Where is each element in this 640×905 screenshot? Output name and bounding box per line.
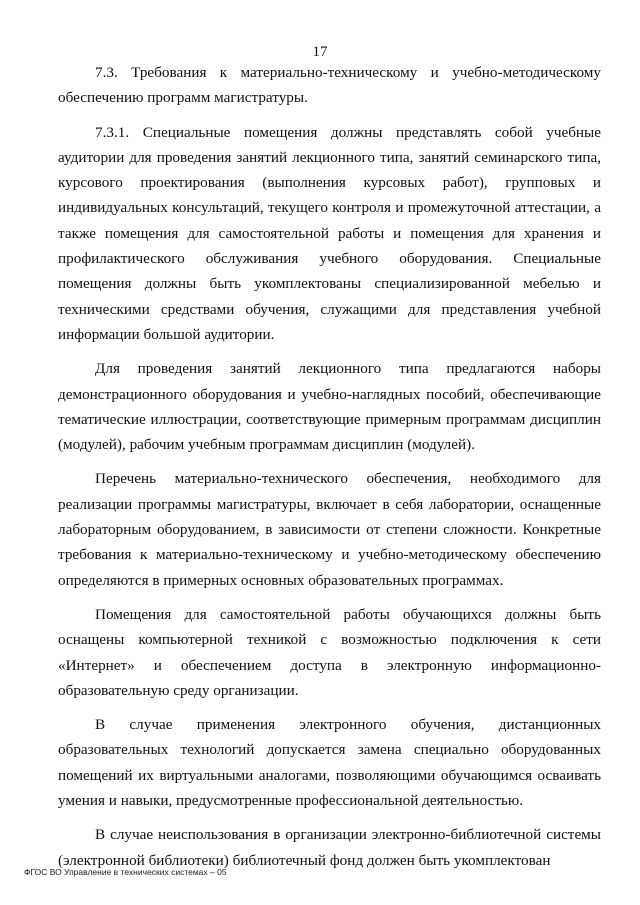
paragraph-laboratories: Перечень материально-технического обеспечения, необходимого для реализации программы магистратуры, включает в себя лаборатории, оснащенные лабораторным оборудованием, в зависимости от степени сложности. Конкретные требования к материально-техническому и учебно-методическому обеспечению определяются в примерных основных образовательных программах. bbox=[58, 470, 601, 589]
page-number: 17 bbox=[312, 44, 328, 60]
paragraph-self-study-rooms: Помещения для самостоятельной работы обучающихся должны быть оснащены компьютерной техникой с возможностью подключения к сети «Интернет» и обеспечением доступа в электронную информационно-образовательную среду организации. bbox=[58, 605, 601, 699]
document-body bbox=[58, 60, 601, 882]
paragraph-e-learning: В случае применения электронного обучения, дистанционных образовательных технологий допускается замена специально оборудованных помещений их виртуальными аналогами, позволяющими обучающимся осваивать умения и навыки, предусмотренные профессиональной деятельностью. bbox=[58, 716, 601, 810]
paragraph-7-3-1: 7.3.1. Специальные помещения должны представлять собой учебные аудитории для проведения занятий лекционного типа, занятий семинарского типа, курсового проектирования (выполнения курсовых работ), групповых и индивидуальных консультаций, текущего контроля и промежуточной аттестации, а также помещения для самостоятельной работы и помещения для хранения и профилактического обслуживания учебного оборудования. Специальные помещения должны быть укомплектованы специализированной мебелью и техническими средствами обучения, служащими для представления учебной информации большой аудитории. bbox=[58, 123, 601, 343]
paragraph-library-fund: В случае неиспользования в организации электронно-библиотечной системы (электронной библиотеки) библиотечный фонд должен быть укомплектован bbox=[58, 826, 601, 869]
page-footer: ФГОС ВО Управление в технических системах – 05 bbox=[24, 867, 227, 877]
section-heading-7-3: 7.3. Требования к материально-техническому и учебно-методическому обеспечению программ магистратуры. bbox=[58, 64, 601, 107]
paragraph-lecture-equipment: Для проведения занятий лекционного типа предлагаются наборы демонстрационного оборудования и учебно-наглядных пособий, обеспечивающие тематические иллюстрации, соответствующие примерным программам дисциплин (модулей), рабочим учебным программам дисциплин (модулей). bbox=[58, 360, 601, 454]
